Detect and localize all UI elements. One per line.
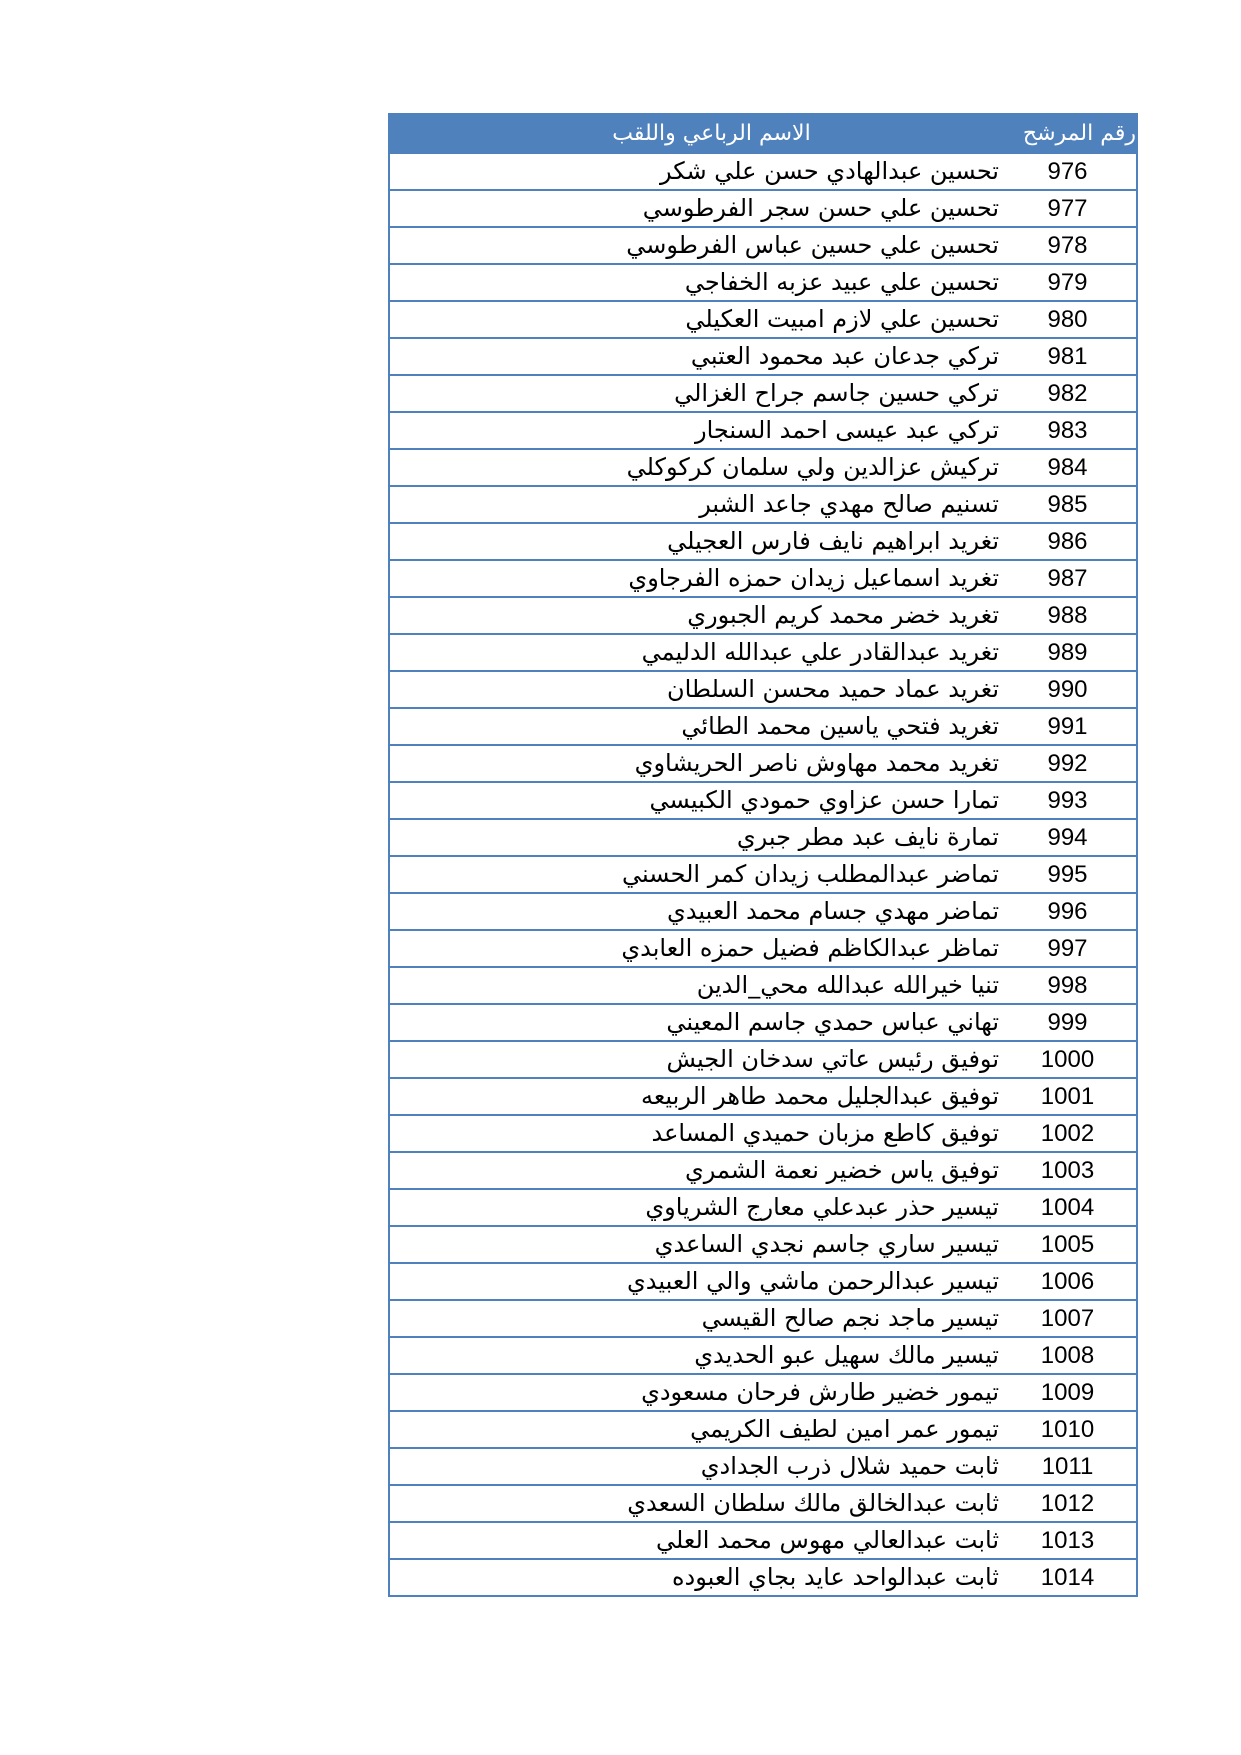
table-row: [390, 744, 1136, 781]
candidate-name-cell: تهاني عباس حمدي جاسم المعيني: [666, 1008, 999, 1036]
candidate-number-cell: 1002: [1040, 1120, 1095, 1147]
table-row: [390, 1262, 1136, 1299]
table-row: [390, 1114, 1136, 1151]
candidate-name-cell: تمارا حسن عزاوي حمودي الكبيسي: [649, 786, 999, 814]
candidate-name-cell: ثابت عبدالخالق مالك سلطان السعدي: [627, 1489, 999, 1517]
table-row: [390, 485, 1136, 522]
table-row: [390, 707, 1136, 744]
candidate-number-cell: 1001: [1040, 1083, 1095, 1110]
table-row: [390, 1484, 1136, 1521]
candidate-name-cell: تمارة نايف عبد مطر جبري: [736, 823, 999, 851]
candidate-name-cell: تركيش عزالدين ولي سلمان كركوكلي: [626, 453, 999, 481]
table-row: [390, 1447, 1136, 1484]
candidate-number-cell: 980: [1047, 306, 1088, 333]
table-row: [390, 1299, 1136, 1336]
candidate-number-cell: 998: [1047, 972, 1088, 999]
candidate-number-cell: 981: [1047, 343, 1088, 370]
candidate-table: [388, 113, 1138, 1597]
candidate-number-cell: 987: [1047, 565, 1088, 592]
candidate-number-cell: 1008: [1040, 1342, 1095, 1369]
candidate-name-cell: تحسين علي لازم امبيت العكيلي: [685, 305, 999, 333]
candidate-name-cell: تركي جدعان عبد محمود العتبي: [690, 342, 999, 370]
table-row: [390, 781, 1136, 818]
candidate-name-cell: تيسير حذر عبدعلي معارج الشرياوي: [645, 1193, 999, 1221]
candidate-name-cell: تغريد فتحي ياسين محمد الطائي: [681, 712, 999, 740]
candidate-number-cell: 1007: [1040, 1305, 1095, 1332]
candidate-number-cell: 982: [1047, 380, 1088, 407]
table-row: [390, 1521, 1136, 1558]
candidate-name-cell: توفيق رئيس عاتي سدخان الجيش: [666, 1045, 999, 1073]
table-row: [390, 448, 1136, 485]
table-row: [390, 559, 1136, 596]
table-body: [390, 152, 1136, 1595]
candidate-name-cell: تيسير ماجد نجم صالح القيسي: [701, 1304, 999, 1332]
candidate-number-cell: 992: [1047, 750, 1088, 777]
candidate-name-cell: تحسين علي حسن سجر الفرطوسي: [642, 194, 999, 222]
candidate-name-cell: توفيق كاطع مزبان حميدي المساعد: [651, 1119, 999, 1147]
candidate-name-cell: تغريد ابراهيم نايف فارس العجيلي: [667, 527, 999, 555]
candidate-name-cell: تماظر عبدالكاظم فضيل حمزه العابدي: [621, 934, 999, 962]
candidate-number-cell: 1014: [1040, 1564, 1095, 1591]
table-row: [390, 1225, 1136, 1262]
table-row: [390, 337, 1136, 374]
candidate-name-cell: تيمور خضير طارش فرحان مسعودي: [641, 1378, 999, 1406]
candidate-name-cell: ثابت عبدالواحد عايد بجاي العبوده: [671, 1563, 999, 1591]
candidate-number-cell: 993: [1047, 787, 1088, 814]
header-candidate-number: رقم المرشح: [1022, 121, 1136, 146]
table-row: [390, 1373, 1136, 1410]
candidate-number-cell: 990: [1047, 676, 1088, 703]
table-row: [390, 300, 1136, 337]
candidate-number-cell: 1003: [1040, 1157, 1095, 1184]
table-row: [390, 670, 1136, 707]
table-row: [390, 1003, 1136, 1040]
candidate-name-cell: تيسير عبدالرحمن ماشي والي العبيدي: [627, 1267, 999, 1295]
table-row: [390, 596, 1136, 633]
candidate-number-cell: 988: [1047, 602, 1088, 629]
table-row: [390, 1336, 1136, 1373]
candidate-number-cell: 989: [1047, 639, 1088, 666]
candidate-number-cell: 1010: [1040, 1416, 1095, 1443]
table-row: [390, 189, 1136, 226]
candidate-number-cell: 997: [1047, 935, 1088, 962]
candidate-number-cell: 984: [1047, 454, 1088, 481]
table-row: [390, 633, 1136, 670]
candidate-name-cell: تيسير مالك سهيل عبو الحديدي: [694, 1341, 999, 1369]
table-row: [390, 818, 1136, 855]
candidate-number-cell: 1013: [1040, 1527, 1095, 1554]
candidate-name-cell: تركي حسين جاسم جراح الغزالي: [674, 379, 999, 407]
candidate-name-cell: تيمور عمر امين لطيف الكريمي: [690, 1415, 999, 1443]
candidate-name-cell: تغريد عماد حميد محسن السلطان: [666, 675, 999, 703]
candidate-number-cell: 976: [1047, 158, 1088, 185]
table-row: [390, 929, 1136, 966]
candidate-name-cell: تيسير ساري جاسم نجدي الساعدي: [654, 1230, 999, 1258]
table-row: [390, 1558, 1136, 1595]
candidate-number-cell: 983: [1047, 417, 1088, 444]
candidate-name-cell: تغريد محمد مهاوش ناصر الحريشاوي: [634, 749, 999, 777]
candidate-number-cell: 1005: [1040, 1231, 1095, 1258]
candidate-name-cell: ثابت حميد شلال ذرب الجدادي: [700, 1452, 999, 1480]
header-full-name: الاسم الرباعي واللقب: [612, 121, 811, 146]
candidate-number-cell: 1011: [1041, 1453, 1094, 1480]
candidate-name-cell: تحسين علي عبيد عزبه الخفاجي: [684, 268, 999, 296]
candidate-number-cell: 979: [1047, 269, 1088, 296]
candidate-number-cell: 978: [1047, 232, 1088, 259]
candidate-name-cell: تغريد عبدالقادر علي عبدالله الدليمي: [641, 638, 999, 666]
candidate-number-cell: 985: [1047, 491, 1088, 518]
candidate-number-cell: 1004: [1040, 1194, 1095, 1221]
table-row: [390, 1077, 1136, 1114]
candidate-number-cell: 1009: [1040, 1379, 1095, 1406]
table-row: [390, 226, 1136, 263]
table-row: [390, 411, 1136, 448]
table-row: [390, 522, 1136, 559]
candidate-number-cell: 1012: [1040, 1490, 1095, 1517]
table-row: [390, 892, 1136, 929]
table-row: [390, 374, 1136, 411]
candidate-number-cell: 994: [1047, 824, 1088, 851]
table-row: [390, 1410, 1136, 1447]
candidate-number-cell: 986: [1047, 528, 1088, 555]
candidate-name-cell: توفيق عبدالجليل محمد طاهر الربيعه: [640, 1082, 999, 1110]
candidate-name-cell: تحسين عبدالهادي حسن علي شكر: [660, 157, 999, 185]
table-row: [390, 152, 1136, 189]
table-header-row: [390, 113, 1136, 152]
candidate-name-cell: تنيا خيرالله عبدالله محي_الدين: [696, 971, 999, 999]
candidate-number-cell: 1000: [1040, 1046, 1095, 1073]
candidate-number-cell: 991: [1047, 713, 1088, 740]
table-row: [390, 263, 1136, 300]
table-row: [390, 1040, 1136, 1077]
candidate-name-cell: توفيق ياس خضير نعمة الشمري: [684, 1156, 999, 1184]
candidate-name-cell: تركي عبد عيسى احمد السنجار: [694, 416, 999, 444]
table-row: [390, 1188, 1136, 1225]
candidate-name-cell: تماضر عبدالمطلب زيدان كمر الحسني: [621, 860, 999, 888]
table-row: [390, 1151, 1136, 1188]
candidate-number-cell: 999: [1047, 1009, 1088, 1036]
candidate-name-cell: تغريد اسماعيل زيدان حمزه الفرجاوي: [628, 564, 999, 592]
candidate-number-cell: 1006: [1040, 1268, 1095, 1295]
table-row: [390, 855, 1136, 892]
candidate-number-cell: 996: [1047, 898, 1088, 925]
candidate-name-cell: ثابت عبدالعالي مهوس محمد العلي: [655, 1526, 999, 1554]
table-row: [390, 966, 1136, 1003]
candidate-number-cell: 995: [1047, 861, 1088, 888]
candidate-name-cell: تسنيم صالح مهدي جاعد الشبر: [699, 490, 999, 518]
candidate-number-cell: 977: [1047, 195, 1088, 222]
candidate-name-cell: تحسين علي حسين عباس الفرطوسي: [626, 231, 999, 259]
candidate-name-cell: تماضر مهدي جسام محمد العبيدي: [667, 897, 999, 925]
candidate-name-cell: تغريد خضر محمد كريم الجبوري: [687, 601, 999, 629]
